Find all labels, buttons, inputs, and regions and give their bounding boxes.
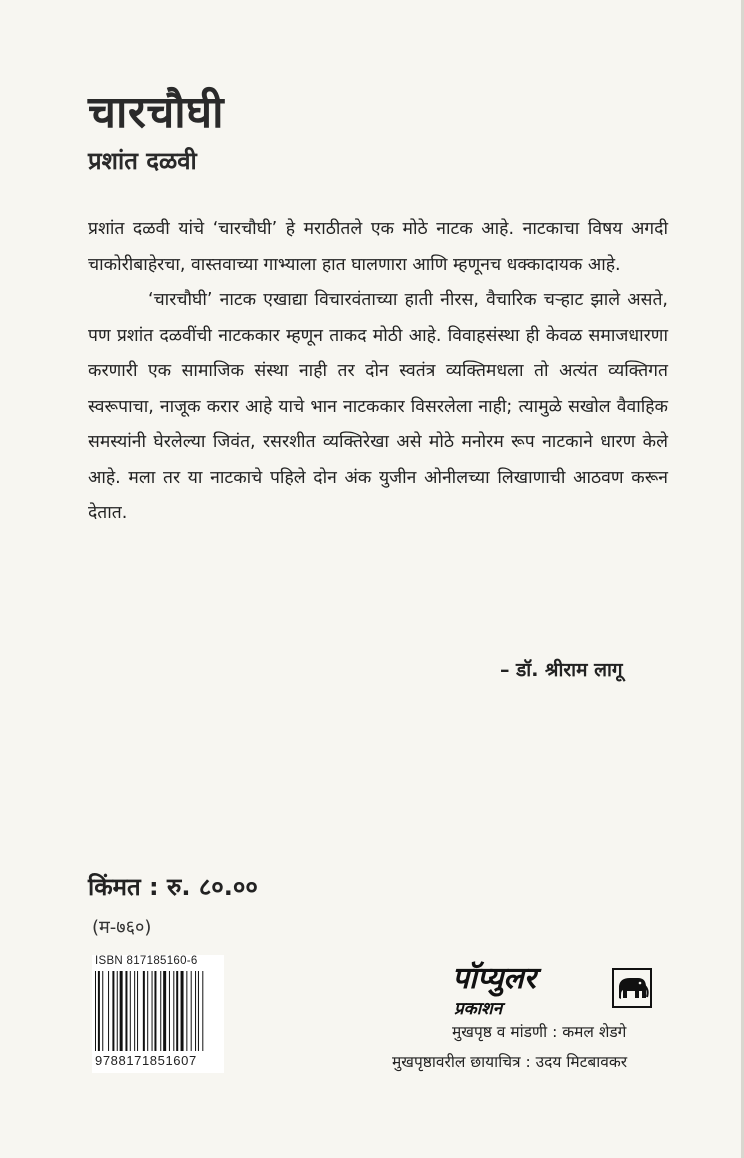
barcode-bar — [120, 971, 123, 1051]
barcode-bar — [98, 971, 100, 1051]
barcode-bar — [152, 971, 153, 1051]
barcode-bar — [160, 971, 161, 1051]
barcode-bar — [163, 971, 166, 1051]
cover-photo-credit: मुखपृष्ठावरील छायाचित्र : उदय मिटबावकर — [392, 1053, 628, 1071]
barcode-bar — [154, 971, 156, 1051]
barcode-bar — [169, 971, 170, 1051]
barcode-bar — [143, 971, 145, 1051]
barcode-bar — [176, 971, 178, 1051]
barcode-bar — [112, 971, 114, 1051]
barcode-bar — [137, 971, 138, 1051]
barcode-bar — [117, 971, 118, 1051]
barcode-bar — [191, 971, 192, 1051]
barcode-bar — [108, 971, 109, 1051]
barcode-bar — [134, 971, 135, 1051]
cover-design-credit: मुखपृष्ठ व मांडणी : कमल शेडगे — [452, 1023, 627, 1041]
isbn-label: ISBN 817185160-6 — [95, 955, 198, 967]
barcode-bars — [95, 971, 221, 1051]
blurb-paragraph-2: ‘चारचौघी’ नाटक एखाद्या विचारवंताच्या हाती नीरस, वैचारिक चऱ्हाट झाले असते, पण प्रशांत दळवींची नाटककार म्हणून ताकद मोठी आहे. विवाहसंस्था ही केवळ समाजधारणा करणारी एक सामाजिक संस्था नाही तर दोन स्वतंत्र व्यक्तिमधला तो अत्यंत व्यक्तिगत स्वरूपाचा, नाजूक करार आहे याचे भान नाटककार विसरलेला नाही; त्यामुळे सखोल वैवाहिक समस्यांनी घेरलेल्या जिवंत, रसरशीत व्यक्तिरेखा असे मोठे मनोरम रूप नाटकाने धारण केले आहे. मला तर या नाटकाचे पहिले दोन अंक युजीन ओनीलच्या लिखाणाची आठवण करून देतात. — [88, 290, 668, 523]
catalog-code: (म-७६०) — [92, 917, 152, 938]
barcode-bar — [125, 971, 127, 1051]
blurb-signature: – डॉ. श्रीराम लागू — [500, 659, 623, 681]
barcode-bar — [181, 971, 184, 1051]
price-label: किंमत : रु. ८०.०० — [88, 873, 258, 901]
book-title: चारचौघी — [88, 87, 225, 138]
book-author: प्रशांत दळवी — [88, 147, 197, 175]
barcode-bar — [186, 971, 187, 1051]
barcode — [92, 955, 224, 1073]
barcode-number: 9788171851607 — [95, 1053, 197, 1068]
barcode-bar — [173, 971, 174, 1051]
barcode-bar — [147, 971, 148, 1051]
barcode-bar — [130, 971, 131, 1051]
barcode-bar — [198, 971, 199, 1051]
publisher-name: पॉप्युलर — [452, 961, 536, 996]
barcode-bar — [195, 971, 196, 1051]
publisher-subtitle: प्रकाशन — [454, 999, 503, 1019]
barcode-bar — [102, 971, 103, 1051]
blurb-paragraph-1: प्रशांत दळवी यांचे ‘चारचौघी’ हे मराठीतले एक मोठे नाटक आहे. नाटकाचा विषय अगदी चाकोरीबाहेरचा, वास्तवाच्या गाभ्याला हात घालणारा आणि म्हणूनच धक्कादायक आहे. — [88, 219, 668, 275]
elephant-logo-icon — [612, 968, 652, 1008]
blurb — [88, 212, 668, 532]
barcode-bar — [95, 971, 96, 1051]
publisher-wordmark — [452, 962, 612, 1019]
barcode-bar — [202, 971, 203, 1051]
